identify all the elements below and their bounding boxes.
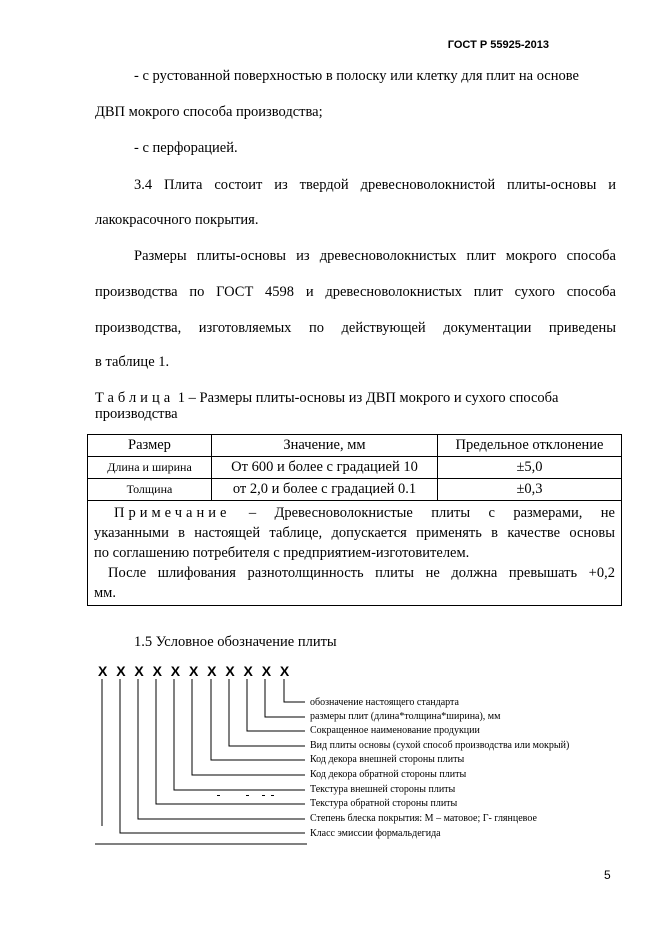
leader-line [284,679,305,702]
designation-heading: 1.5 Условное обозначение плиты [134,634,337,650]
leader-line [265,679,305,717]
leader-line [174,679,305,790]
table-cell: от 2,0 и более с градацией 0.1 [212,479,438,501]
leader-line [247,679,305,731]
table-header-cell: Размер [88,435,212,457]
paragraph-sizes-line1: Размеры плиты-основы из древесноволокнистых плит мокрого способа [134,248,616,264]
note-line-5: мм. [94,585,116,601]
table-caption-text: 1 – Размеры плиты-основы из ДВП мокрого и сухого способа [174,390,559,406]
leader-line [229,679,305,746]
table-note [88,501,622,606]
sizes-table [87,434,622,606]
designation-label: обозначение настоящего стандарта [310,697,459,708]
dash-mark [262,795,265,796]
symbol-x: Х [225,663,235,679]
dash-mark [271,795,274,796]
dash-mark [246,795,249,796]
table-header-cell: Значение, мм [212,435,438,457]
leader-line [138,679,305,819]
symbol-x: Х [261,663,272,679]
note-line-1 [94,503,615,523]
note-line-4: После шлифования разнотолщинность плиты не должна превышать +0,2 [108,565,615,581]
table-caption-label: Таблица [95,390,175,406]
designation-label: Код декора внешней стороны плиты [310,754,465,765]
leader-line [192,679,305,775]
symbol-x: Х [188,663,199,679]
symbol-x: Х [170,663,181,679]
paragraph-3-4-line1: 3.4 Плита состоит из твердой древесноволокнистой плиты-основы и [134,177,616,193]
dash-mark [217,795,220,796]
designation-label: Сокращенное наименование продукции [310,725,480,736]
designation-label: Вид плиты основы (сухой способ производства или мокрый) [310,740,570,751]
symbol-x: Х [207,663,217,679]
symbol-x: Х [152,663,162,679]
symbol-x: Х [279,663,290,679]
paragraph-sizes-line3: производства, изготовляемых по действующей документации приведены [95,320,616,336]
note-line-2: указанными в настоящей таблице, допускается применять в качестве основы [94,525,615,541]
designation-label: Текстура обратной стороны плиты [310,798,458,809]
page-number: 5 [604,868,611,882]
symbol-x: Х [243,663,253,679]
designation-label: Степень блеска покрытия: М – матовое; Г- глянцевое [310,813,537,824]
table-caption [95,390,617,407]
designation-label: размеры плит (длина*толщина*ширина), мм [310,711,501,722]
list-item-rusticated-cont: ДВП мокрого способа производства; [95,104,323,120]
symbol-x: Х [98,663,108,679]
leader-line [211,679,305,760]
table-caption-line2: производства [95,406,178,422]
paragraph-3-4-line2: лакокрасочного покрытия. [95,212,259,228]
designation-label: Текстура внешней стороны плиты [310,784,456,795]
note-line-3: по соглашению потребителя с предприятием-изготовителем. [94,545,470,561]
leader-line [156,679,305,804]
designation-label: Класс эмиссии формальдегида [310,828,441,839]
document-header: ГОСТ Р 55925-2013 [447,39,549,51]
table-cell: ±5,0 [438,457,622,479]
table-header-cell: Предельное отклонение [438,435,622,457]
designation-symbols [98,663,298,679]
table-cell: ±0,3 [438,479,622,501]
leader-line [120,679,305,833]
list-item-perforation: - с перфорацией. [134,140,238,156]
table-row [88,479,622,501]
table-note-row [88,501,622,606]
paragraph-sizes-line2: производства по ГОСТ 4598 и древесноволокнистых плит сухого способа [95,284,616,300]
note-text-1: – Древесноволокнистые плиты с размерами, не [230,505,615,521]
designation-label: Код декора обратной стороны плиты [310,769,467,780]
table-cell: Толщина [88,479,212,501]
symbol-x: Х [116,663,126,679]
symbol-x: Х [134,663,144,679]
paragraph-sizes-line4: в таблице 1. [95,354,170,370]
table-cell: Длина и ширина [88,457,212,479]
table-header-row [88,435,622,457]
list-item-rusticated: - с рустованной поверхностью в полоску или клетку для плит на основе [134,68,579,84]
note-label: Примечание [114,505,231,521]
table-row [88,457,622,479]
table-cell: От 600 и более с градацией 10 [212,457,438,479]
